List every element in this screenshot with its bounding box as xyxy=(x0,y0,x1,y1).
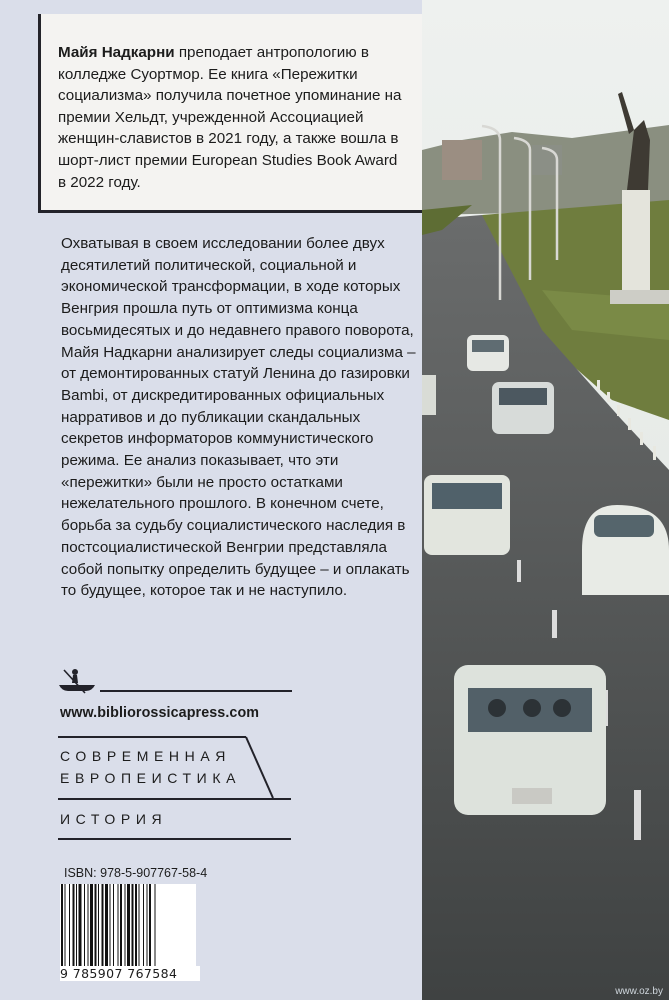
barcode-bar xyxy=(110,884,111,966)
watermark: www.oz.by xyxy=(615,986,663,997)
barcode-bar xyxy=(118,884,119,966)
barcode-bar xyxy=(135,884,137,966)
isbn-label: ISBN: 978-5-907767-58-4 xyxy=(64,866,208,880)
barcode-bar xyxy=(69,884,70,966)
series-slash-divider xyxy=(245,736,285,800)
barcode-bar xyxy=(95,884,97,966)
barcode-bar xyxy=(132,884,134,966)
barcode-bar xyxy=(61,884,63,966)
barcode-bar xyxy=(79,884,82,966)
barcode-bar xyxy=(139,884,140,966)
series-title-line2: ЕВРОПЕИСТИКА xyxy=(60,770,242,786)
barcode-bar xyxy=(98,884,99,966)
cover-photo-street-scene xyxy=(422,0,669,1000)
barcode-bar xyxy=(105,884,108,966)
barcode-bar xyxy=(143,884,144,966)
series-title-line1: СОВРЕМЕННАЯ xyxy=(60,748,231,764)
barcode-bar xyxy=(120,884,122,966)
barcode-bar xyxy=(149,884,151,966)
book-description: Охватывая в своем исследовании более двух десятилетий политической, социальной и экономической трансформации, в ходе которых Венгрия прошла путь от оптимизма конца восьмидесятых и до недавнего правого поворота, Майя Надкарни анализирует следы социализма – от демонтированных статуй Ленина до газировки Bambi, от дискредитированных официальных нарративов и до публикации скандальных секретов информаторов коммунистического режима. Ее анализ показывает, что эти «пережитки» были не просто остатками нежелательного прошлого. В конечном счете, борьба за судьбу социалистического наследия в постсоциалистической Венгрии представляла собой попытку определить будущее – и оплакать то будущее, которое так и не наступило. xyxy=(61,235,416,600)
series-category: ИСТОРИЯ xyxy=(60,811,168,827)
barcode-bar xyxy=(84,884,85,966)
barcode-bar xyxy=(76,884,77,966)
barcode-bar xyxy=(147,884,148,966)
author-bio-box xyxy=(38,14,425,213)
barcode xyxy=(60,884,196,966)
series-bottom-rule xyxy=(58,838,291,840)
series-middle-rule xyxy=(58,798,291,800)
barcode-bar xyxy=(90,884,93,966)
barcode-bar xyxy=(65,884,66,966)
series-top-rule xyxy=(58,736,246,738)
barcode-bar xyxy=(88,884,89,966)
author-name: Майя Надкарни xyxy=(58,44,175,61)
barcode-bar xyxy=(125,884,126,966)
publisher-website[interactable]: www.bibliorossicapress.com xyxy=(60,705,260,721)
barcode-digits: 9 785907 767584 xyxy=(60,966,200,981)
publisher-logo xyxy=(58,666,293,696)
barcode-bar xyxy=(73,884,75,966)
author-bio xyxy=(58,42,403,193)
barcode-bar xyxy=(113,884,114,966)
barcode-bar xyxy=(127,884,130,966)
author-bio-text: преподает антропологию в колледже Суортмор. Ее книга «Пережитки социализма» получила почетное упоминание на премии Хельдт, учрежденной Ассоциацией женщин-славистов в 2021 году, а также вошла в шорт-лист премии European Studies Book Award в 2022 году. xyxy=(58,44,402,191)
barcode-bar xyxy=(102,884,104,966)
logo-divider xyxy=(100,690,292,692)
barcode-bar xyxy=(155,884,156,966)
boat-rower-icon xyxy=(58,666,96,696)
